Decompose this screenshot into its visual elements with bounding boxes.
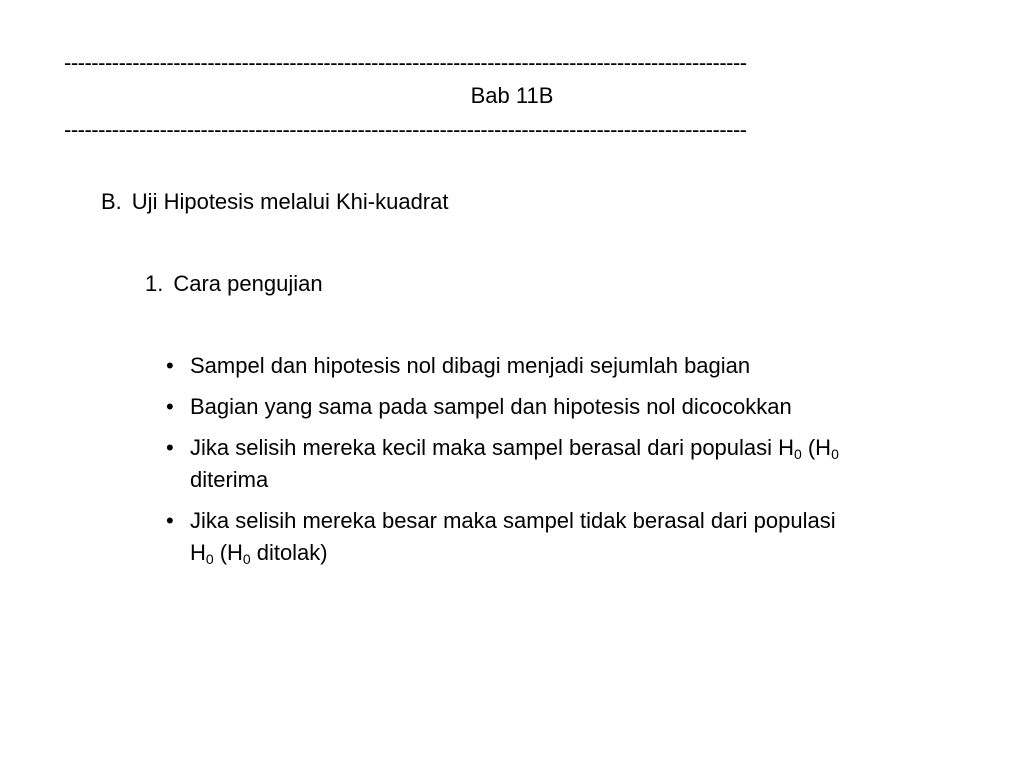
bullet-list [166, 350, 966, 578]
bullet-icon: • [166, 508, 174, 533]
subscript: 0 [242, 551, 251, 567]
bullet-text: Bagian yang sama pada sampel dan hipotesis nol dicocokkan [190, 394, 792, 419]
list-item [166, 432, 966, 496]
section-title: Uji Hipotesis melalui Khi-kuadrat [131, 189, 449, 214]
bullet-text [190, 505, 966, 569]
list-item [166, 505, 966, 569]
bullet-text-paren: (H [807, 435, 832, 460]
subsection-heading [145, 270, 323, 298]
list-item [166, 350, 966, 382]
bullet-icon: • [166, 353, 174, 378]
top-dashed-separator: ---------------------------------------------------------------------------------------------------- [64, 50, 747, 75]
bullet-icon: • [166, 435, 174, 460]
bullet-text: Sampel dan hipotesis nol dibagi menjadi sejumlah bagian [190, 353, 751, 378]
bottom-dashed-separator: ---------------------------------------------------------------------------------------------------- [64, 117, 747, 142]
section-heading [101, 188, 448, 216]
subscript: 0 [205, 551, 214, 567]
bullet-text-paren: (H [219, 540, 243, 565]
list-item [166, 391, 966, 423]
bullet-text-h: H [190, 540, 206, 565]
subscript: 0 [831, 446, 839, 462]
bullet-text-tail: ditolak) [256, 540, 328, 565]
subsection-marker: 1. [145, 271, 164, 296]
bullet-text [190, 432, 966, 496]
subscript: 0 [794, 446, 802, 462]
bullet-text-tail: diterima [190, 467, 269, 492]
bullet-text-main: Jika selisih mereka kecil maka sampel berasal dari populasi H [190, 435, 795, 460]
subsection-title: Cara pengujian [173, 271, 323, 296]
bullet-text-main: Jika selisih mereka besar maka sampel tidak berasal dari populasi [190, 508, 836, 533]
bullet-icon: • [166, 394, 174, 419]
slide-title: Bab 11B [470, 83, 554, 108]
section-marker: B. [101, 189, 122, 214]
